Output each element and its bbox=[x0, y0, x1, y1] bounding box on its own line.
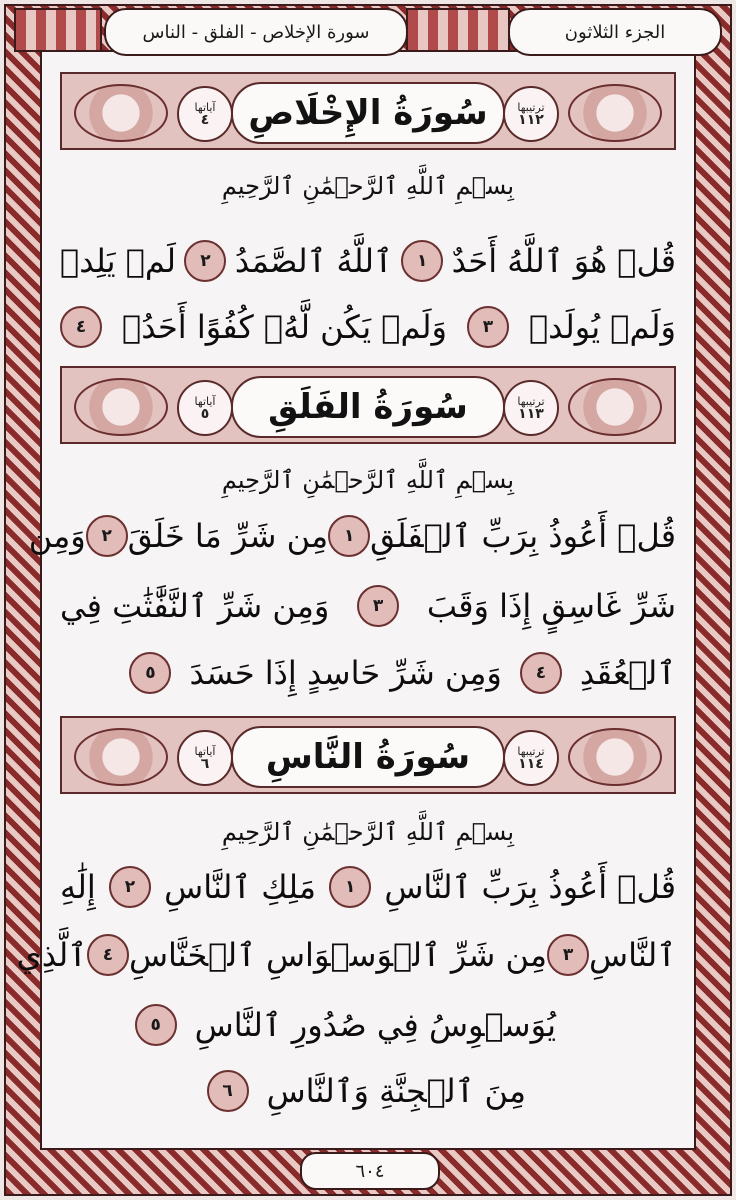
ayat-count-medallion: آياتها ٤ bbox=[177, 86, 233, 142]
verse-line: ٱلۡعُقَدِ ٤ وَمِن شَرِّ حَاسِدٍ إِذَا حَسَدَ ٥ bbox=[60, 652, 676, 694]
verse-line: قُلۡ هُوَ ٱللَّهُ أَحَدٌ ١ ٱللَّهُ ٱلصَّمَدُ ٢ لَمۡ يَلِدۡ bbox=[60, 242, 676, 280]
ayah-marker: ٢ bbox=[86, 515, 128, 557]
page-number: ٦٠٤ bbox=[300, 1152, 440, 1190]
surah-names-tab: سورة الإخلاص - الفلق - الناس bbox=[104, 8, 408, 56]
surah-order-medallion: ترتيبها ١١٢ bbox=[503, 86, 559, 142]
ayah-marker: ٤ bbox=[520, 652, 562, 694]
verse-line: مِنَ ٱلۡجِنَّةِ وَٱلنَّاسِ ٦ bbox=[60, 1070, 676, 1112]
ayah-marker: ٦ bbox=[207, 1070, 249, 1112]
ayah-marker: ١ bbox=[329, 866, 371, 908]
ayah-marker: ٣ bbox=[467, 306, 509, 348]
verse-line: قُلۡ أَعُوذُ بِرَبِّ ٱلۡفَلَقِ ١ مِن شَرِّ مَا خَلَقَ ٢ وَمِن bbox=[28, 517, 676, 555]
surah-banner-ikhlas bbox=[60, 72, 676, 150]
ayah-marker: ٤ bbox=[87, 934, 129, 976]
header-ornament-left bbox=[14, 8, 102, 52]
ayah-marker: ٥ bbox=[135, 1004, 177, 1046]
basmala: بِسۡمِ ٱللَّهِ ٱلرَّحۡمَٰنِ ٱلرَّحِيمِ bbox=[221, 172, 515, 200]
verse-line: شَرِّ غَاسِقٍ إِذَا وَقَبَ ٣ وَمِن شَرِّ ٱلنَّفَّٰثَٰتِ فِي bbox=[60, 587, 676, 625]
ayah-marker: ٢ bbox=[184, 240, 226, 282]
surah-title: سُورَةُ الإِخْلَاصِ bbox=[231, 82, 505, 144]
surah-order-medallion: ترتيبها ١١٣ bbox=[503, 380, 559, 436]
juz-tab: الجزء الثلاثون bbox=[508, 8, 722, 56]
surah-banner-falaq bbox=[60, 366, 676, 444]
header-ornament-middle bbox=[406, 8, 510, 52]
ayah-marker: ١ bbox=[328, 515, 370, 557]
ayat-count-medallion: آياتها ٦ bbox=[177, 730, 233, 786]
ayah-marker: ٣ bbox=[357, 585, 399, 627]
verse-line: وَلَمۡ يُولَدۡ ٣ وَلَمۡ يَكُن لَّهُۥ كُفُوًا أَحَدُۢ ٤ bbox=[60, 306, 676, 348]
surah-title: سُورَةُ الفَلَقِ bbox=[231, 376, 505, 438]
verse-line: قُلۡ أَعُوذُ بِرَبِّ ٱلنَّاسِ ١ مَلِكِ ٱلنَّاسِ ٢ إِلَٰهِ bbox=[60, 868, 676, 906]
surah-order-medallion: ترتيبها ١١٤ bbox=[503, 730, 559, 786]
ayah-marker: ٥ bbox=[129, 652, 171, 694]
verse-line: يُوَسۡوِسُ فِي صُدُورِ ٱلنَّاسِ ٥ bbox=[60, 1004, 676, 1046]
basmala: بِسۡمِ ٱللَّهِ ٱلرَّحۡمَٰنِ ٱلرَّحِيمِ bbox=[221, 466, 515, 494]
basmala: بِسۡمِ ٱللَّهِ ٱلرَّحۡمَٰنِ ٱلرَّحِيمِ bbox=[221, 818, 515, 846]
ayah-marker: ٤ bbox=[60, 306, 102, 348]
ayat-count-medallion: آياتها ٥ bbox=[177, 380, 233, 436]
surah-title: سُورَةُ النَّاسِ bbox=[231, 726, 505, 788]
ayah-marker: ٢ bbox=[109, 866, 151, 908]
page-header bbox=[14, 8, 722, 54]
ayah-marker: ٣ bbox=[547, 934, 589, 976]
verse-line: ٱلنَّاسِ ٣ مِن شَرِّ ٱلۡوَسۡوَاسِ ٱلۡخَنَّاسِ ٤ ٱلَّذِي bbox=[16, 936, 676, 974]
ayah-marker: ١ bbox=[401, 240, 443, 282]
surah-banner-nas bbox=[60, 716, 676, 794]
